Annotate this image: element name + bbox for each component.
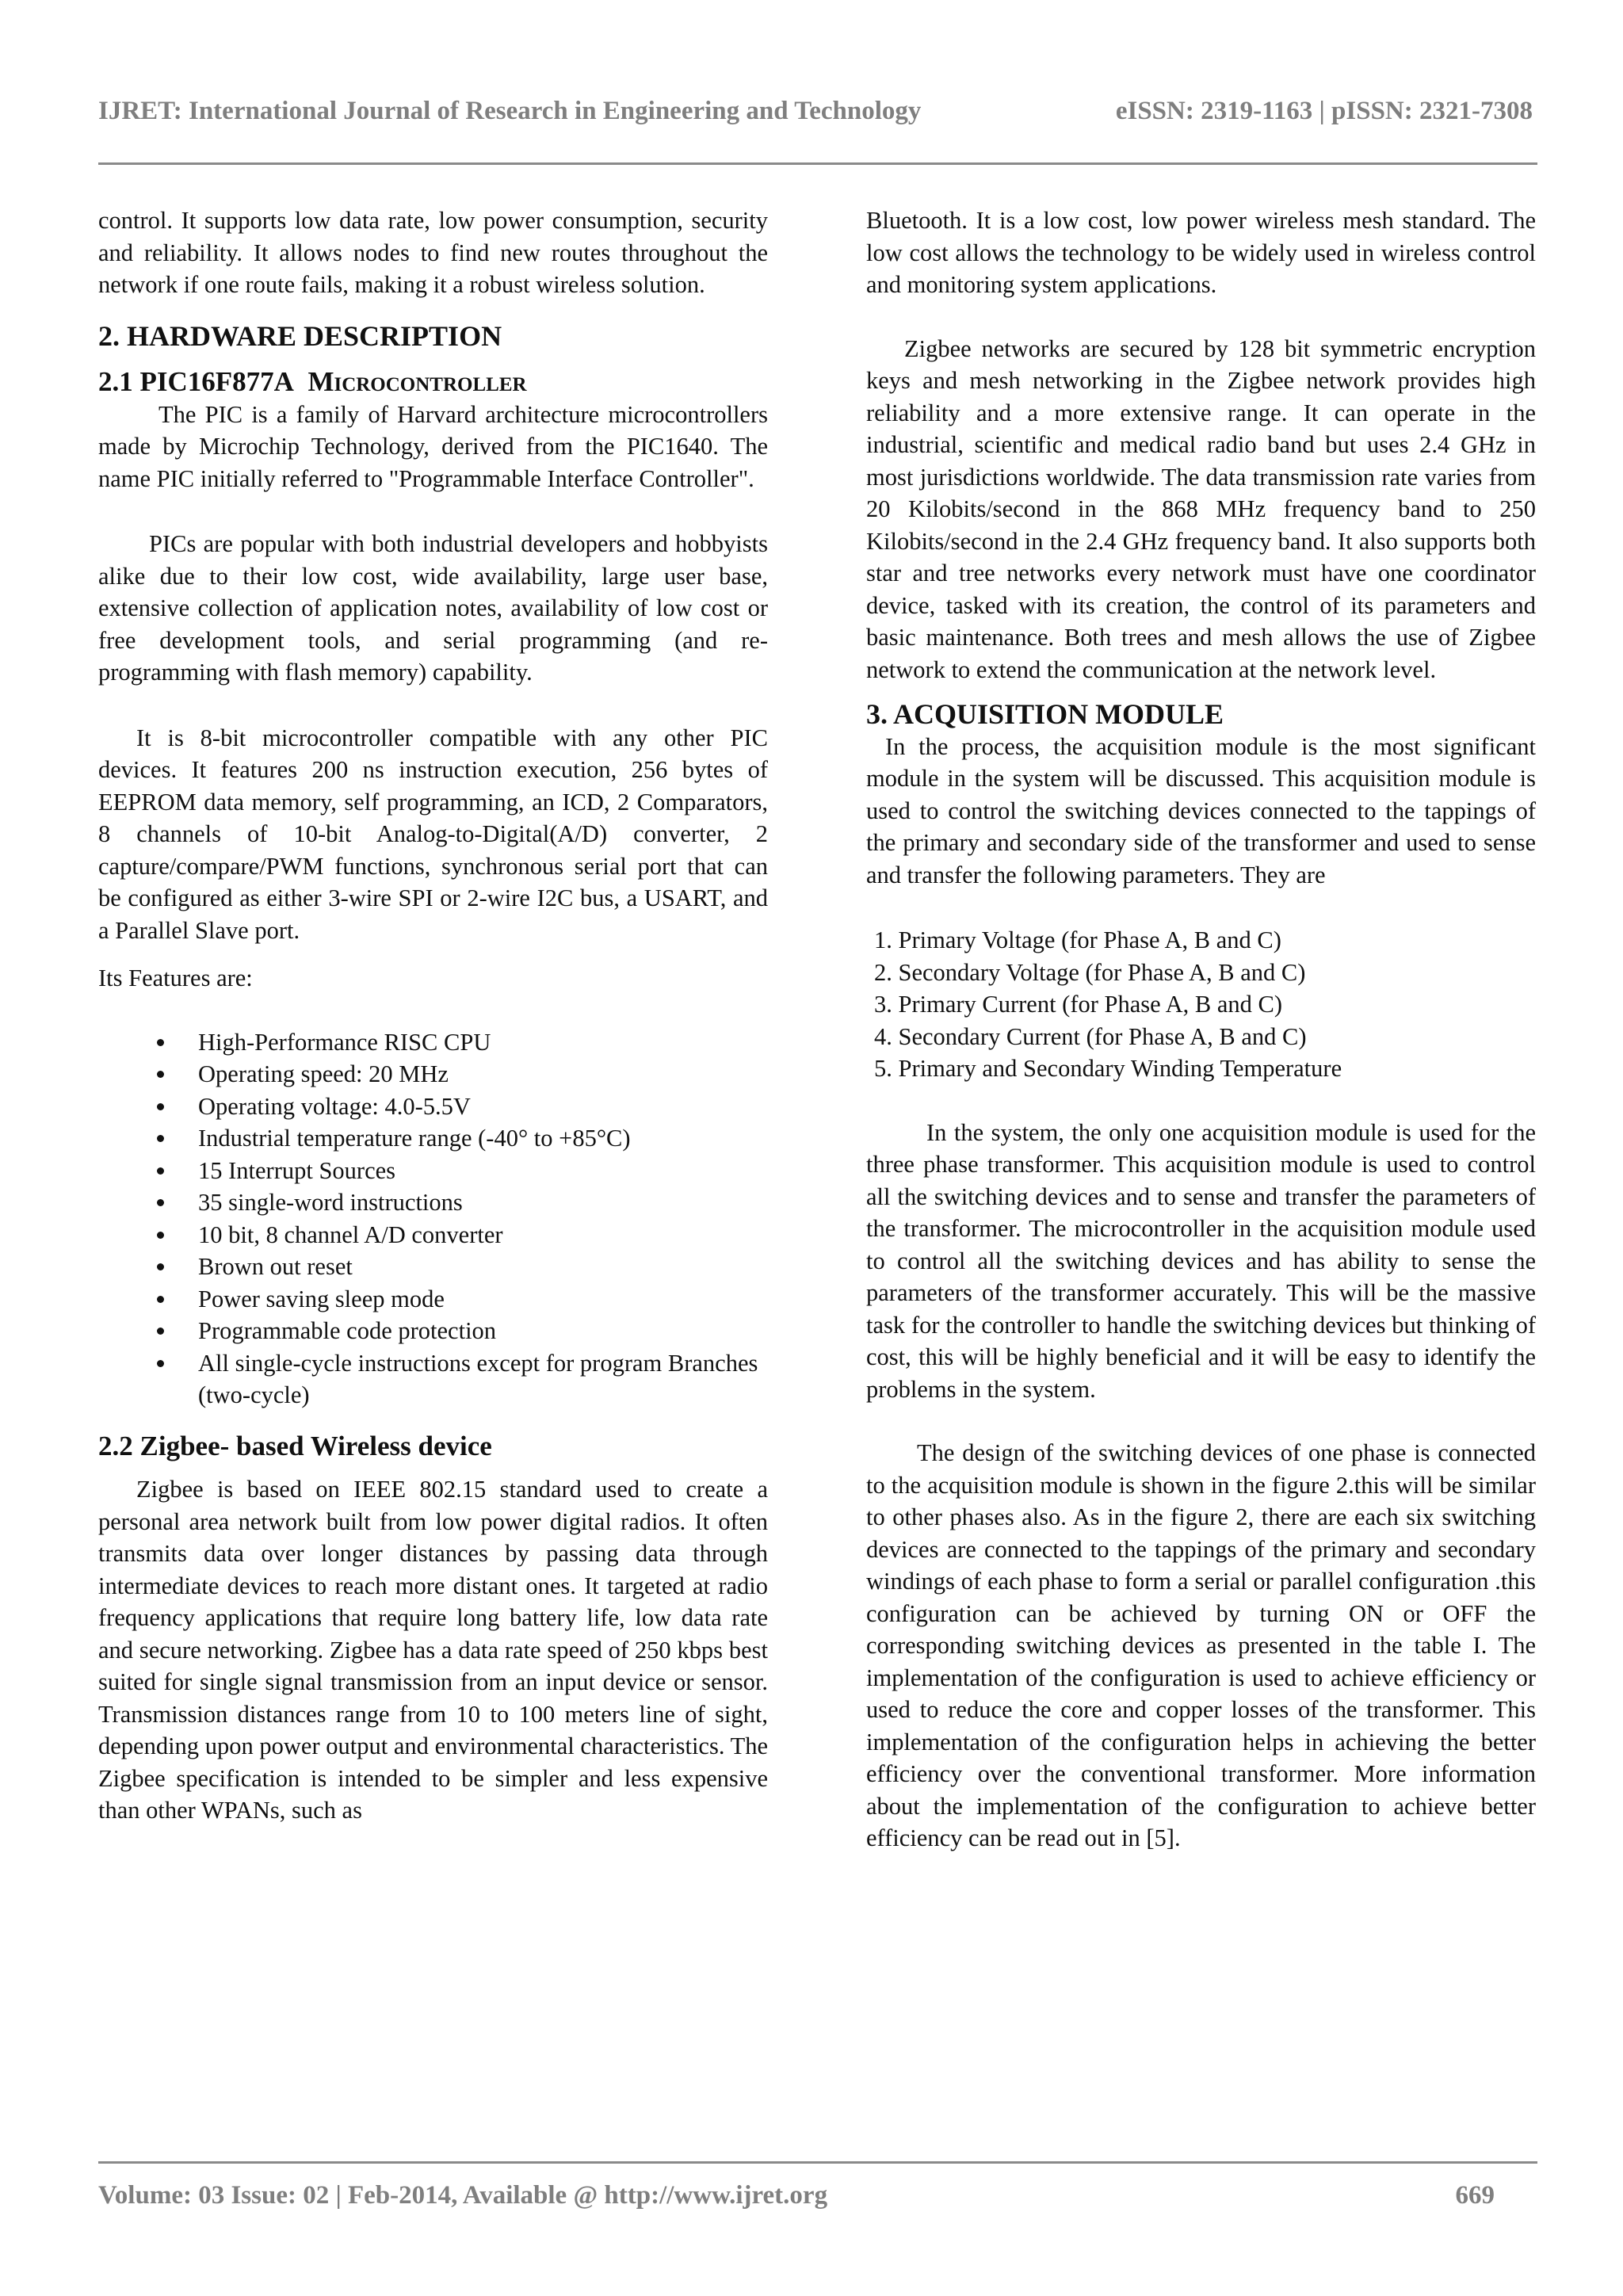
acquisition-paragraph-2: In the system, the only one acquisition module is used for the three phase transformer. This acquisition module is used to control all the switching devices and to sense and transfer the parameters of the transformer. The microcontroller in the acquisition module used to control all the switching devices and has ability to sense the parameters of the transformer accurately. This will be the massive task for the controller to handle the switching devices but thinking of cost, this will be highly beneficial and it will be easy to identify the problems in the system. [866,1118,1536,1403]
section-2-heading: 2. HARDWARE DESCRIPTION [98,319,502,352]
page-number: 669 [1455,2181,1495,2210]
feature-item: 35 single-word instructions [98,1186,768,1219]
parameters-list [866,924,1536,1085]
parameter-item: 4. Secondary Current (for Phase A, B and C) [874,1022,1307,1050]
zigbee-paragraph: Zigbee is based on IEEE 802.15 standard used to create a personal area network built from low power digital radios. It often transmits data over longer distances by passing data through intermediate devices to reach more distant ones. It targeted at radio frequency applications that require long battery life, low data rate and secure networking. Zigbee has a data rate speed of 250 kbps best suited for single signal transmission from an input device or sensor. Transmission distances range from 10 to 100 meters line of sight, depending upon power output and environmental characteristics. The Zigbee specification is intended to be simpler and less expensive than other WPANs, such as [98,1476,768,1824]
section-2-2-heading: 2.2 Zigbee- based Wireless device [98,1430,492,1461]
zigbee-security-paragraph: Zigbee networks are secured by 128 bit symmetric encryption keys and mesh networking in the Zigbee network provides high reliability and a more extensive range. It can operate in the industrial, scientific and medical radio band but uses 2.4 GHz in most jurisdictions worldwide. The data transmission rate varies from 20 Kilobits/second in the 868 MHz frequency band to 250 Kilobits/second in the 2.4 GHz frequency band. It also supports both star and tree networks every network must have one coordinator device, tasked with its creation, the control of its parameters and basic maintenance. Both trees and mesh allows the use of Zigbee network to extend the communication at the network level. [866,334,1536,683]
feature-item: Industrial temperature range (-40° to +85°C) [98,1122,768,1155]
feature-item: Power saving sleep mode [98,1283,768,1316]
journal-name: IJRET: International Journal of Research in Engineering and Technology [98,97,922,125]
intro-paragraph: control. It supports low data rate, low power consumption, security and reliability. It allows nodes to find new routes throughout the network if one route fails, making it a robust wireless solution. [98,207,768,298]
feature-item: All single-cycle instructions except for program Branches (two-cycle) [98,1347,768,1412]
pic-paragraph-3: It is 8-bit microcontroller compatible with any other PIC devices. It features 200 ns instruction execution, 256 bytes of EEPROM data memory, self programming, an ICD, 2 Comparators, 8 channels of 10-bit Analog-to-Digital(A/D) converter, 2 capture/compare/PWM functions, synchronous serial port that can be configured as either 3-wire SPI or 2-wire I2C bus, a USART, and a Parallel Slave port. [98,724,768,944]
right-column [866,204,1536,1855]
running-footer [98,2181,1495,2210]
parameter-item: 2. Secondary Voltage (for Phase A, B and C) [874,958,1306,986]
feature-item: 10 bit, 8 channel A/D converter [98,1219,768,1251]
volume-info: Volume: 03 Issue: 02 | Feb-2014, Available @ http://www.ijret.org [98,2181,828,2210]
parameter-item: 3. Primary Current (for Phase A, B and C) [874,991,1283,1018]
parameter-item: 5. Primary and Secondary Winding Temperature [874,1055,1342,1082]
feature-item: Operating voltage: 4.0-5.5V [98,1091,768,1123]
pic-paragraph-2: PICs are popular with both industrial developers and hobbyists alike due to their low cost, wide availability, large user base, extensive collection of application notes, availability of low cost or free development tools, and serial programming (and re-programming with flash memory) capability. [98,530,768,686]
section-3-heading: 3. ACQUISITION MODULE [866,698,1224,730]
features-intro: Its Features are: [98,965,253,991]
feature-item: Programmable code protection [98,1315,768,1347]
section-2-1-word: Microcontroller [307,366,527,397]
features-list [98,1026,768,1412]
acquisition-paragraph-1: In the process, the acquisition module is the most significant module in the system will be discussed. This acquisition module is used to control the switching devices connected to the tappings of the primary and secondary side of the transformer and used to sense and transfer the following parameters. They are [866,732,1536,888]
feature-item: Operating speed: 20 MHz [98,1058,768,1091]
parameter-item: 1. Primary Voltage (for Phase A, B and C) [874,926,1281,953]
running-header [98,97,1533,126]
section-2-1-number: 2.1 PIC16F877A [98,366,294,397]
pic-paragraph-1: The PIC is a family of Harvard architecture microcontrollers made by Microchip Technology, derived from the PIC1640. The name PIC initially referred to "Programmable Interface Controller". [98,400,768,492]
left-column [98,204,768,1827]
footer-rule [98,2161,1537,2164]
feature-item: High-Performance RISC CPU [98,1026,768,1059]
issn-numbers: eISSN: 2319-1163 | pISSN: 2321-7308 [1115,97,1533,125]
bluetooth-paragraph: Bluetooth. It is a low cost, low power wireless mesh standard. The low cost allows the technology to be widely used in wireless control and monitoring system applications. [866,207,1536,298]
header-rule [98,162,1537,165]
feature-item: Brown out reset [98,1251,768,1283]
acquisition-paragraph-3: The design of the switching devices of one phase is connected to the acquisition module is shown in the figure 2.this will be similar to other phases also. As in the figure 2, there are each six switching devices are connected to the tappings of the primary and secondary windings of each phase to form a serial or parallel configuration .this configuration can be achieved by turning ON or OFF the corresponding switching devices as presented in the table I. The implementation of the configuration is used to achieve efficiency or used to reduce the core and copper losses of the transformer. This implementation of the configuration helps in achieving the better efficiency over the conventional transformer. More information about the implementation of the configuration to achieve better efficiency can be read out in [5]. [866,1439,1536,1851]
feature-item: 15 Interrupt Sources [98,1155,768,1187]
section-2-1-heading [98,366,768,399]
